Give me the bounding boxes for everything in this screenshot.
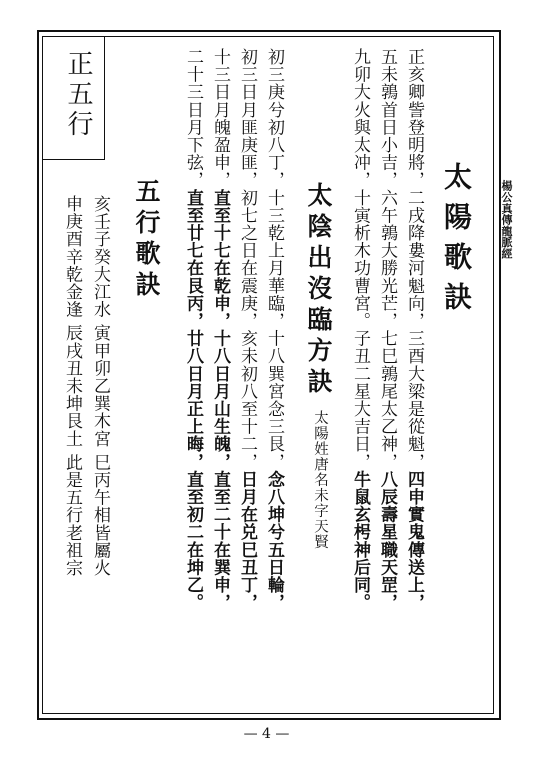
taiyin-line-2: 初三日月匪庚匪，初七之日在震庚，亥未初八至十二，日月在兑巳丑丁， (237, 48, 257, 612)
taiyang-line-3: 九卯大火與太冲，十寅析木功曹宮。子丑二星大吉日，牛鼠玄枵神后同。 (350, 48, 370, 612)
taiyang-line-1: 正亥卿訾登明將，二戌降婁河魁向，三酉大梁是從魁，四申實鬼傳送上， (404, 48, 424, 612)
taiyang-line-2: 五未鶉首日小吉，六午鶉大勝光芒，七巳鶉尾太乙神，八辰壽星職天罡， (377, 48, 397, 612)
wuxing-line-1: 亥壬子癸大江水 寅甲卯乙巽木宮 巳丙午相皆屬火 (90, 195, 110, 577)
taiyin-line-1: 初三庚兮初八丁，十三乾上月華臨，十八巽宮念三艮，念八坤兮五日輪， (264, 48, 284, 612)
page-number: — 4 — (243, 726, 290, 742)
taiyin-title: 太陰出沒臨方訣 (304, 182, 333, 399)
running-title: 楊公真傳龍脈經 (500, 180, 513, 260)
taiyin-line-3: 十三日月魄盈申，直至十七在乾申，十八日月山生魄，直至二十在巽申， (210, 48, 230, 612)
wuxing-title: 五行歌訣 (132, 178, 161, 302)
wuxing-line-2: 申庚酉辛乾金逢 辰戌丑未坤艮土 此是五行老祖宗 (62, 195, 82, 577)
taiyin-line-4: 二十三日月下弦，直至廿七在艮丙，廿八日月正上晦，直至初二在坤乙。 (183, 48, 203, 612)
category-label: 正五行 (63, 50, 93, 140)
taiyang-title: 太陽歌訣 (440, 162, 473, 322)
taiyin-subtitle: 太陽姓唐名未字天賢 (312, 410, 328, 550)
